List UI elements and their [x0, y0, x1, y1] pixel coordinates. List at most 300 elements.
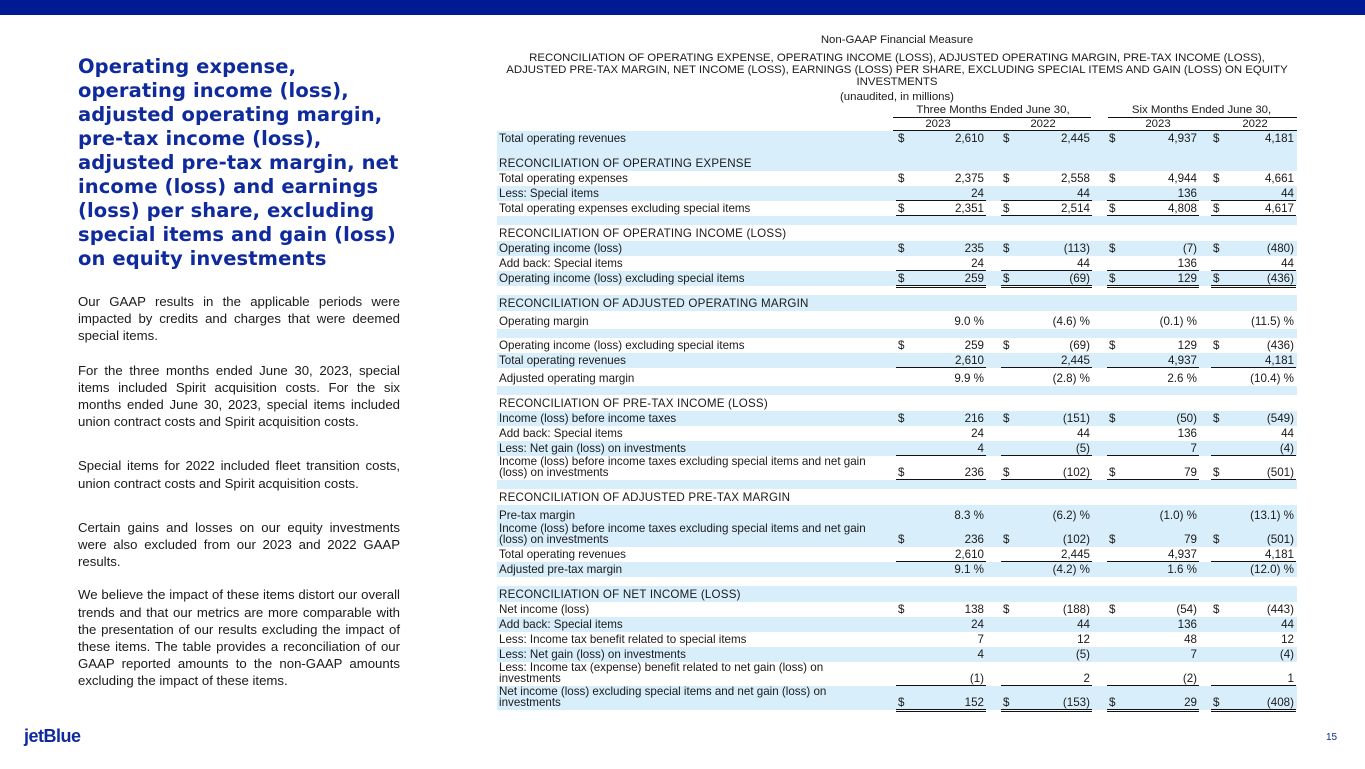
dollar-sign: $ [898, 603, 905, 616]
dollar-sign: $ [898, 412, 905, 425]
cell-value: 4,181 [1264, 354, 1294, 367]
value-cell [1109, 256, 1197, 271]
value-cell [898, 131, 984, 146]
table-subtitle: (unaudited, in millions) [840, 91, 954, 103]
dollar-sign: $ [1109, 466, 1116, 479]
value-cell [898, 632, 984, 647]
value-cell [1213, 456, 1294, 480]
row-label: Total operating expenses [499, 172, 628, 185]
value-cell [898, 617, 984, 632]
cell-value: 7 [977, 633, 984, 646]
cell-value: (4.2) % [1052, 563, 1090, 576]
row-label: Less: Income tax (expense) benefit related to net gain (loss) on investments [499, 661, 824, 686]
year-header: 2022 [1242, 118, 1268, 130]
cell-value: 136 [1177, 618, 1197, 631]
value-cell [1109, 131, 1197, 146]
cell-value: 44 [1077, 187, 1090, 200]
dollar-sign: $ [1109, 412, 1116, 425]
value-cell [1003, 131, 1090, 146]
cell-value: 129 [1177, 272, 1197, 285]
value-cell [1109, 311, 1197, 329]
row-label: Less: Income tax benefit related to special items [499, 633, 747, 646]
table-section-header [497, 395, 1297, 411]
group-three-months: Three Months Ended June 30, [916, 104, 1070, 116]
value-cell [1213, 426, 1294, 441]
paragraph-gaap-results: Our GAAP results in the applicable periods were impacted by credits and charges that were deemed special items. [78, 294, 400, 344]
table-row [497, 256, 1297, 271]
table-spacer [497, 577, 1297, 586]
cell-value: 259 [964, 272, 984, 285]
row-label: Income (loss) before income taxes excluding special items and net gain (loss) on investments [499, 455, 866, 480]
cell-value: (113) [1063, 242, 1090, 255]
value-cell [898, 241, 984, 256]
value-cell [1213, 368, 1294, 386]
value-cell [1003, 311, 1090, 329]
row-label: Net income (loss) [499, 603, 590, 616]
cell-value: 136 [1177, 427, 1197, 440]
cell-value: (443) [1266, 603, 1294, 616]
cell-value: 44 [1281, 427, 1294, 440]
cell-value: (2) [1182, 672, 1197, 685]
cell-value: (5) [1075, 648, 1090, 661]
table-row [497, 201, 1297, 216]
cell-value: 4,617 [1264, 202, 1294, 215]
dollar-sign: $ [1109, 202, 1116, 215]
value-cell [898, 353, 984, 368]
row-label: RECONCILIATION OF ADJUSTED OPERATING MARGIN [499, 297, 809, 310]
paragraph-impact: We believe the impact of these items distort our overall trends and that our metrics are more comparable with the presentation of our results excluding the impact of these items. The table provides a reconciliation of our GAAP reported amounts to the non-GAAP amounts excluding the impact of these items. [78, 587, 400, 689]
table-section-header [497, 295, 1297, 311]
table-title: RECONCILIATION OF OPERATING EXPENSE, OPERATING INCOME (LOSS), ADJUSTED OPERATING MARGIN, PRE-TAX INCOME (LOSS), ADJUSTED PRE-TAX MARGIN, NET INCOME (LOSS), EARNINGS (LOSS) PER SHARE, EXCLUDING SPECIAL ITEMS AND GAIN (LOSS) ON EQUITY INVESTMENTS [506, 52, 1288, 88]
cell-value: 129 [1177, 339, 1197, 352]
dollar-sign: $ [898, 339, 905, 352]
value-cell [898, 186, 984, 201]
cell-value: 44 [1077, 427, 1090, 440]
table-row [497, 171, 1297, 186]
value-cell [1003, 505, 1090, 523]
cell-value: (151) [1062, 412, 1090, 425]
row-label: Total operating revenues [499, 548, 626, 561]
slide-heading: Operating expense, operating income (loss), adjusted operating margin, pre-tax income (loss), adjusted pre-tax margin, net income (loss) and earnings (loss) per share, excluding special items and gain (loss) on equity investments [78, 55, 399, 270]
value-cell [1003, 686, 1090, 710]
cell-value: 24 [971, 427, 984, 440]
cell-value: (408) [1266, 696, 1294, 709]
table-row [497, 647, 1297, 662]
value-cell [898, 426, 984, 441]
cell-value: 136 [1177, 257, 1197, 270]
dollar-sign: $ [1003, 412, 1010, 425]
value-cell [1003, 186, 1090, 201]
value-cell [1109, 171, 1197, 186]
table-spacer [497, 329, 1297, 338]
value-cell [1109, 441, 1197, 456]
value-cell [1213, 201, 1294, 216]
dollar-sign: $ [898, 466, 905, 479]
dollar-sign: $ [1213, 242, 1220, 255]
cell-value: (69) [1069, 339, 1090, 352]
table-row [497, 562, 1297, 577]
value-cell [1213, 505, 1294, 523]
cell-value: 44 [1077, 257, 1090, 270]
row-label: Adjusted pre-tax margin [499, 563, 623, 576]
dollar-sign: $ [898, 696, 905, 709]
value-cell [1003, 456, 1090, 480]
jetblue-logo: jetBlue [24, 726, 81, 746]
cell-value: 9.9 % [954, 372, 984, 385]
cell-value: 4,937 [1167, 548, 1197, 561]
cell-value: 2,558 [1060, 172, 1090, 185]
value-cell [1213, 523, 1294, 547]
table-row [497, 311, 1297, 329]
table-row [497, 411, 1297, 426]
value-cell [1003, 271, 1090, 286]
value-cell [1003, 562, 1090, 577]
cell-value: 236 [964, 533, 984, 546]
value-cell [898, 647, 984, 662]
value-cell [1213, 562, 1294, 577]
row-label: Add back: Special items [499, 257, 623, 270]
dollar-sign: $ [1213, 603, 1220, 616]
cell-value: (54) [1176, 603, 1197, 616]
dollar-sign: $ [1003, 132, 1010, 145]
value-cell [898, 201, 984, 216]
dollar-sign: $ [1003, 466, 1010, 479]
value-cell [1109, 562, 1197, 577]
value-cell [1109, 686, 1197, 710]
cell-value: 152 [964, 696, 984, 709]
table-section-header [497, 586, 1297, 602]
value-cell [898, 456, 984, 480]
table-row [497, 547, 1297, 562]
cell-value: 235 [964, 242, 984, 255]
table-row [497, 338, 1297, 353]
dollar-sign: $ [1109, 339, 1116, 352]
cell-value: (153) [1062, 696, 1090, 709]
value-cell [1213, 338, 1294, 353]
value-cell [1003, 602, 1090, 617]
cell-value: 9.1 % [954, 563, 984, 576]
cell-value: 79 [1184, 533, 1197, 546]
table-row [497, 271, 1297, 286]
value-cell [898, 171, 984, 186]
dollar-sign: $ [898, 132, 905, 145]
cell-value: 2,445 [1060, 354, 1090, 367]
cell-value: 2,610 [954, 548, 984, 561]
value-cell [898, 662, 984, 686]
value-cell [1213, 353, 1294, 368]
cell-value: 24 [971, 187, 984, 200]
value-cell [1003, 411, 1090, 426]
cell-value: 7 [1190, 648, 1197, 661]
row-label: Net income (loss) excluding special items and net gain (loss) on investments [499, 685, 827, 710]
paragraph-three-months: For the three months ended June 30, 2023, special items included Spirit acquisition costs. For the six months ended June 30, 2023, special items included union contract costs and Spirit acquisition costs. [78, 362, 400, 430]
cell-value: 4,181 [1264, 548, 1294, 561]
value-cell [1003, 426, 1090, 441]
dollar-sign: $ [1109, 696, 1116, 709]
value-cell [898, 256, 984, 271]
value-cell [1213, 271, 1294, 286]
cell-value: 216 [964, 412, 984, 425]
value-cell [1003, 441, 1090, 456]
table-spacer [497, 216, 1297, 225]
table-spacer [497, 146, 1297, 155]
dollar-sign: $ [898, 533, 905, 546]
cell-value: 44 [1281, 618, 1294, 631]
value-cell [1213, 131, 1294, 146]
value-cell [1213, 311, 1294, 329]
table-row [497, 505, 1297, 523]
dollar-sign: $ [1003, 242, 1010, 255]
row-label: Income (loss) before income taxes excluding special items and net gain (loss) on investments [499, 522, 866, 547]
row-label: Less: Net gain (loss) on investments [499, 648, 686, 661]
value-cell [1109, 547, 1197, 562]
dollar-sign: $ [898, 202, 905, 215]
top-accent-bar [0, 0, 1365, 15]
dollar-sign: $ [1003, 272, 1010, 285]
cell-value: 24 [971, 618, 984, 631]
cell-value: 259 [964, 339, 984, 352]
cell-value: 1.6 % [1167, 563, 1197, 576]
row-label: Less: Net gain (loss) on investments [499, 442, 686, 455]
row-label: RECONCILIATION OF ADJUSTED PRE-TAX MARGIN [499, 491, 791, 504]
value-cell [1213, 662, 1294, 686]
cell-value: 4,937 [1167, 132, 1197, 145]
table-section-header [497, 155, 1297, 171]
value-cell [1213, 647, 1294, 662]
value-cell [1109, 338, 1197, 353]
cell-value: (13.1) % [1250, 509, 1294, 522]
value-cell [1003, 256, 1090, 271]
value-cell [1213, 411, 1294, 426]
cell-value: (1.0) % [1159, 509, 1197, 522]
table-caption: Non-GAAP Financial Measure [820, 34, 974, 46]
dollar-sign: $ [1213, 533, 1220, 546]
year-header: 2022 [1030, 118, 1056, 130]
value-cell [1003, 523, 1090, 547]
cell-value: 2,610 [954, 354, 984, 367]
page-number: 15 [1326, 732, 1338, 743]
dollar-sign: $ [1109, 272, 1116, 285]
value-cell [1003, 647, 1090, 662]
dollar-sign: $ [1109, 132, 1116, 145]
value-cell [898, 338, 984, 353]
value-cell [1003, 547, 1090, 562]
cell-value: (102) [1062, 533, 1090, 546]
cell-value: 8.3 % [954, 509, 984, 522]
row-label: Operating margin [499, 315, 589, 328]
dollar-sign: $ [898, 272, 905, 285]
row-label: Pre-tax margin [499, 509, 576, 522]
cell-value: (480) [1266, 242, 1294, 255]
dollar-sign: $ [1003, 696, 1010, 709]
dollar-sign: $ [1213, 202, 1220, 215]
row-label: Operating income (loss) excluding special items [499, 272, 745, 285]
cell-value: (501) [1266, 533, 1294, 546]
value-cell [1213, 602, 1294, 617]
row-label: Total operating revenues [499, 132, 626, 145]
cell-value: 44 [1281, 257, 1294, 270]
value-cell [1109, 602, 1197, 617]
dollar-sign: $ [898, 172, 905, 185]
cell-value: 138 [964, 603, 984, 616]
cell-value: (188) [1062, 603, 1090, 616]
cell-value: 2 [1083, 672, 1090, 685]
cell-value: (0.1) % [1159, 315, 1197, 328]
value-cell [898, 602, 984, 617]
cell-value: (6.2) % [1052, 509, 1090, 522]
value-cell [1003, 201, 1090, 216]
group-six-months: Six Months Ended June 30, [1131, 104, 1272, 116]
table-row [497, 456, 1297, 480]
table-section-header [497, 225, 1297, 241]
value-cell [898, 441, 984, 456]
cell-value: (4) [1279, 442, 1294, 455]
table-section-header [497, 489, 1297, 505]
value-cell [1109, 353, 1197, 368]
cell-value: 2,351 [954, 202, 984, 215]
value-cell [1109, 632, 1197, 647]
table-spacer [497, 386, 1297, 395]
value-cell [1109, 271, 1197, 286]
cell-value: 24 [971, 257, 984, 270]
cell-value: (1) [969, 672, 984, 685]
cell-value: (4.6) % [1052, 315, 1090, 328]
dollar-sign: $ [1003, 202, 1010, 215]
dollar-sign: $ [1213, 412, 1220, 425]
table-row [497, 602, 1297, 617]
dollar-sign: $ [1109, 533, 1116, 546]
value-cell [1213, 241, 1294, 256]
cell-value: (10.4) % [1250, 372, 1294, 385]
row-label: Add back: Special items [499, 427, 623, 440]
value-cell [1213, 256, 1294, 271]
value-cell [898, 411, 984, 426]
cell-value: 9.0 % [954, 315, 984, 328]
cell-value: (102) [1062, 466, 1090, 479]
cell-value: 2,514 [1060, 202, 1090, 215]
value-cell [1213, 632, 1294, 647]
row-label: Income (loss) before income taxes [499, 412, 677, 425]
value-cell [1109, 456, 1197, 480]
value-cell [1109, 617, 1197, 632]
cell-value: 2,445 [1060, 132, 1090, 145]
row-label: Total operating revenues [499, 354, 626, 367]
value-cell [1109, 201, 1197, 216]
value-cell [898, 547, 984, 562]
dollar-sign: $ [1109, 603, 1116, 616]
table-row [497, 523, 1297, 547]
table-row [497, 686, 1297, 710]
paragraph-equity-investments: Certain gains and losses on our equity investments were also excluded from our 2023 and 2022 GAAP results. [78, 519, 400, 570]
cell-value: 29 [1184, 696, 1197, 709]
cell-value: (501) [1266, 466, 1294, 479]
cell-value: (2.8) % [1052, 372, 1090, 385]
value-cell [898, 505, 984, 523]
value-cell [1213, 171, 1294, 186]
row-label: Less: Special items [499, 187, 599, 200]
cell-value: (69) [1069, 272, 1090, 285]
cell-value: 4,661 [1264, 172, 1294, 185]
value-cell [1003, 662, 1090, 686]
cell-value: (436) [1266, 339, 1294, 352]
table-row [497, 186, 1297, 201]
cell-value: 4 [977, 648, 984, 661]
row-label: Add back: Special items [499, 618, 623, 631]
table-row [497, 662, 1297, 686]
cell-value: 79 [1184, 466, 1197, 479]
cell-value: 4,181 [1264, 132, 1294, 145]
cell-value: (11.5) % [1251, 315, 1294, 328]
dollar-sign: $ [1213, 466, 1220, 479]
left-text-column [78, 55, 400, 690]
table-row [497, 617, 1297, 632]
value-cell [1109, 241, 1197, 256]
cell-value: (12.0) % [1250, 563, 1294, 576]
value-cell [1109, 662, 1197, 686]
dollar-sign: $ [1109, 172, 1116, 185]
dollar-sign: $ [1003, 339, 1010, 352]
cell-value: 236 [964, 466, 984, 479]
table-spacer [497, 480, 1297, 489]
table-row [497, 632, 1297, 647]
value-cell [1003, 171, 1090, 186]
value-cell [1003, 368, 1090, 386]
value-cell [1109, 647, 1197, 662]
value-cell [1213, 617, 1294, 632]
dollar-sign: $ [1213, 172, 1220, 185]
cell-value: 4,937 [1167, 354, 1197, 367]
table-row [497, 368, 1297, 386]
value-cell [898, 562, 984, 577]
cell-value: (436) [1266, 272, 1294, 285]
paragraph-special-items-2022: Special items for 2022 included fleet transition costs, union contract costs and Spirit acquisition costs. [78, 458, 400, 491]
value-cell [1003, 241, 1090, 256]
cell-value: (549) [1266, 412, 1294, 425]
cell-value: 2,445 [1060, 548, 1090, 561]
row-label: RECONCILIATION OF OPERATING EXPENSE [499, 157, 752, 170]
dollar-sign: $ [1003, 172, 1010, 185]
table-row [497, 426, 1297, 441]
dollar-sign: $ [1213, 339, 1220, 352]
cell-value: 2,610 [954, 132, 984, 145]
value-cell [1109, 186, 1197, 201]
cell-value: 44 [1281, 187, 1294, 200]
cell-value: 44 [1077, 618, 1090, 631]
cell-value: 48 [1184, 633, 1197, 646]
cell-value: 1 [1287, 672, 1294, 685]
year-header: 2023 [1145, 118, 1171, 130]
value-cell [1213, 186, 1294, 201]
cell-value: 2,375 [954, 172, 984, 185]
value-cell [1213, 547, 1294, 562]
row-label: RECONCILIATION OF PRE-TAX INCOME (LOSS) [499, 397, 768, 410]
cell-value: 4 [977, 442, 984, 455]
value-cell [1003, 353, 1090, 368]
cell-value: (5) [1075, 442, 1090, 455]
table-row [497, 441, 1297, 456]
cell-value: 136 [1177, 187, 1197, 200]
value-cell [1109, 368, 1197, 386]
value-cell [1213, 686, 1294, 710]
cell-value: 12 [1281, 633, 1294, 646]
value-cell [898, 686, 984, 710]
value-cell [1003, 617, 1090, 632]
dollar-sign: $ [1109, 242, 1116, 255]
value-cell [1109, 426, 1197, 441]
table-row [497, 131, 1297, 146]
value-cell [898, 368, 984, 386]
cell-value: (7) [1182, 242, 1197, 255]
